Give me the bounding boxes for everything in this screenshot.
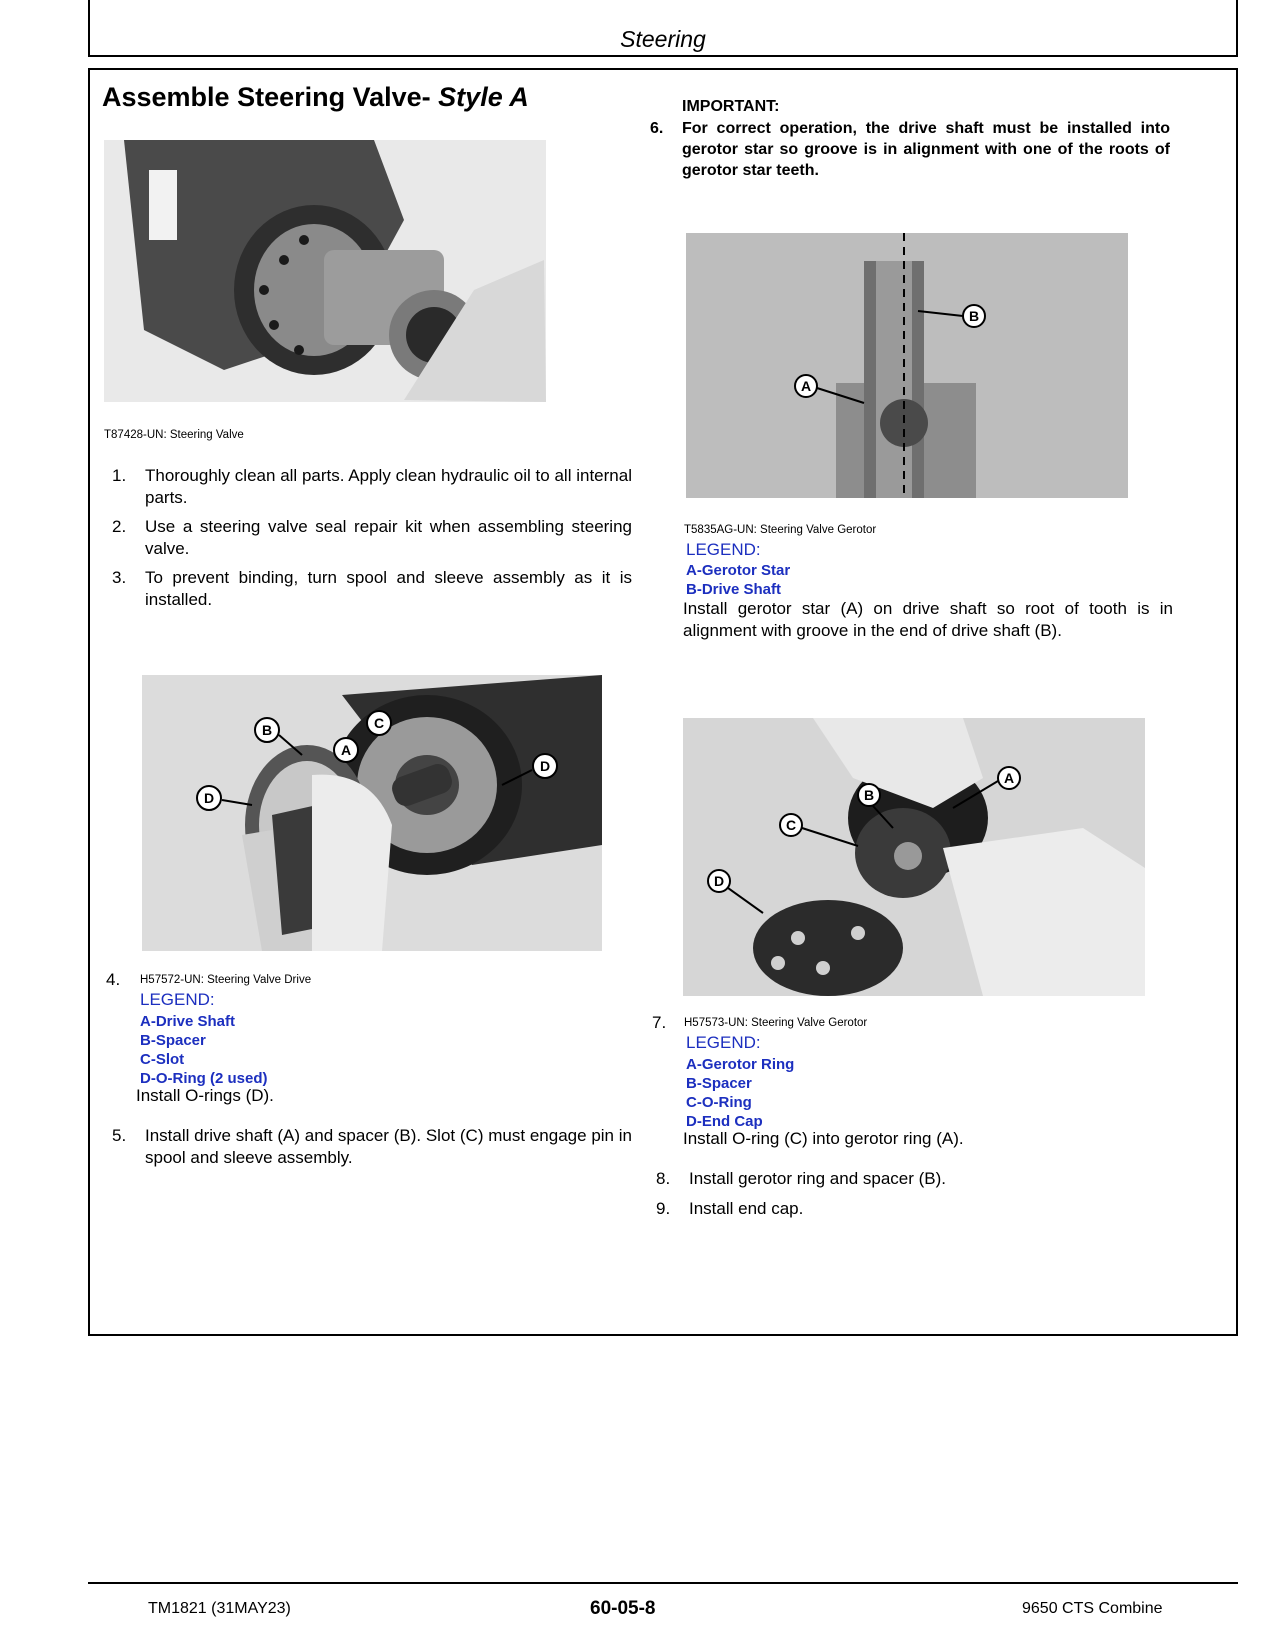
legend-item: D-O-Ring (2 used) xyxy=(140,1070,268,1087)
step-2-number: 2. xyxy=(112,517,127,536)
figure-1-caption: T87428-UN: Steering Valve xyxy=(104,429,244,441)
legend-item: B-Drive Shaft xyxy=(686,581,782,598)
callout-b: B xyxy=(863,787,875,803)
step-1-text: Thoroughly clean all parts. Apply clean hydraulic oil to all internal parts. xyxy=(145,466,632,507)
step-7-number: 7. xyxy=(652,1013,667,1032)
content-panel xyxy=(88,68,1238,1336)
callout-a: A xyxy=(800,378,812,394)
step-6 xyxy=(650,118,1170,184)
gerotor-star-illustration xyxy=(686,233,1128,498)
legend-item: B-Spacer xyxy=(140,1032,206,1049)
footer-divider xyxy=(88,1582,1238,1584)
step-6-number: 6. xyxy=(650,120,664,137)
callout-d-left: D xyxy=(203,790,215,806)
legend-item: C-O-Ring xyxy=(686,1094,752,1111)
callout-b: B xyxy=(968,308,980,324)
step-3-text: To prevent binding, turn spool and sleeve assembly as it is installed. xyxy=(145,568,632,609)
step-5-text: Install drive shaft (A) and spacer (B). Slot (C) must engage pin in spool and sleeve assembly. xyxy=(145,1126,632,1167)
step-9-text: Install end cap. xyxy=(689,1199,804,1218)
important-label: IMPORTANT: xyxy=(682,98,780,115)
legend-item: A-Gerotor Star xyxy=(686,562,791,579)
step-4-number: 4. xyxy=(106,970,121,989)
footer-product: 9650 CTS Combine xyxy=(1022,1600,1163,1617)
figure-4-legend-heading: LEGEND: xyxy=(686,1033,761,1052)
figure-4-caption: H57573-UN: Steering Valve Gerotor xyxy=(684,1017,868,1029)
steering-valve-illustration xyxy=(104,140,546,402)
step-1-number: 1. xyxy=(112,466,127,485)
figure-gerotor-ring-photo xyxy=(683,718,1145,996)
figure-4-legend xyxy=(686,1055,794,1131)
callout-a: A xyxy=(340,742,352,758)
footer-page-number: 60-05-8 xyxy=(590,1598,656,1619)
figure-2-legend-heading: LEGEND: xyxy=(140,990,215,1009)
callout-b: B xyxy=(261,722,273,738)
figure-2-caption: H57572-UN: Steering Valve Drive xyxy=(140,974,312,986)
legend-item: A-Drive Shaft xyxy=(140,1013,236,1030)
figure-steering-valve-photo xyxy=(104,140,546,402)
legend-item: B-Spacer xyxy=(686,1075,752,1092)
step-9 xyxy=(656,1198,1136,1220)
figure-steering-valve-drive-photo xyxy=(142,675,602,951)
legend-item: C-Slot xyxy=(140,1051,185,1068)
header-title: Steering xyxy=(620,26,706,52)
step-3-number: 3. xyxy=(112,568,127,587)
legend-item: A-Gerotor Ring xyxy=(686,1056,795,1073)
step-1 xyxy=(112,465,632,511)
gerotor-ring-illustration xyxy=(683,718,1145,996)
step-8 xyxy=(656,1168,1136,1190)
page-header xyxy=(88,0,1238,57)
callout-d: D xyxy=(713,873,725,889)
figure-gerotor-star-photo xyxy=(686,233,1128,498)
figure-3-caption: T5835AG-UN: Steering Valve Gerotor xyxy=(684,524,877,536)
step-8-number: 8. xyxy=(656,1169,671,1188)
section-title-main: Assemble Steering Valve- xyxy=(102,82,431,112)
callout-c: C xyxy=(785,817,797,833)
callout-c: C xyxy=(373,715,385,731)
step-2-text: Use a steering valve seal repair kit when assembling steering valve. xyxy=(145,517,632,558)
step-5-number: 5. xyxy=(112,1126,127,1145)
step-2 xyxy=(112,516,632,562)
step-3 xyxy=(112,567,632,613)
step-5 xyxy=(112,1125,632,1171)
step-6-text: For correct operation, the drive shaft must be installed into gerotor star so groove is in alignment with one of the roots of gerotor star teeth. xyxy=(682,120,1170,179)
legend-item: D-End Cap xyxy=(686,1113,763,1130)
step-8-text: Install gerotor ring and spacer (B). xyxy=(689,1169,947,1188)
step-6-followup: Install gerotor star (A) on drive shaft so root of tooth is in alignment with groove in the end of drive shaft (B). xyxy=(683,599,1173,640)
figure-3-legend-heading: LEGEND: xyxy=(686,540,761,559)
footer-manual-id: TM1821 (31MAY23) xyxy=(148,1600,291,1617)
step-7-text: Install O-ring (C) into gerotor ring (A). xyxy=(683,1129,964,1148)
callout-a: A xyxy=(1003,770,1015,786)
step-4-text: Install O-rings (D). xyxy=(136,1086,274,1105)
callout-d-right: D xyxy=(539,758,551,774)
section-title-style: Style A xyxy=(438,82,529,112)
step-9-number: 9. xyxy=(656,1199,671,1218)
steering-valve-drive-illustration xyxy=(142,675,602,951)
figure-2-legend xyxy=(140,1012,268,1088)
figure-3-legend xyxy=(686,561,790,599)
section-title xyxy=(102,82,529,113)
